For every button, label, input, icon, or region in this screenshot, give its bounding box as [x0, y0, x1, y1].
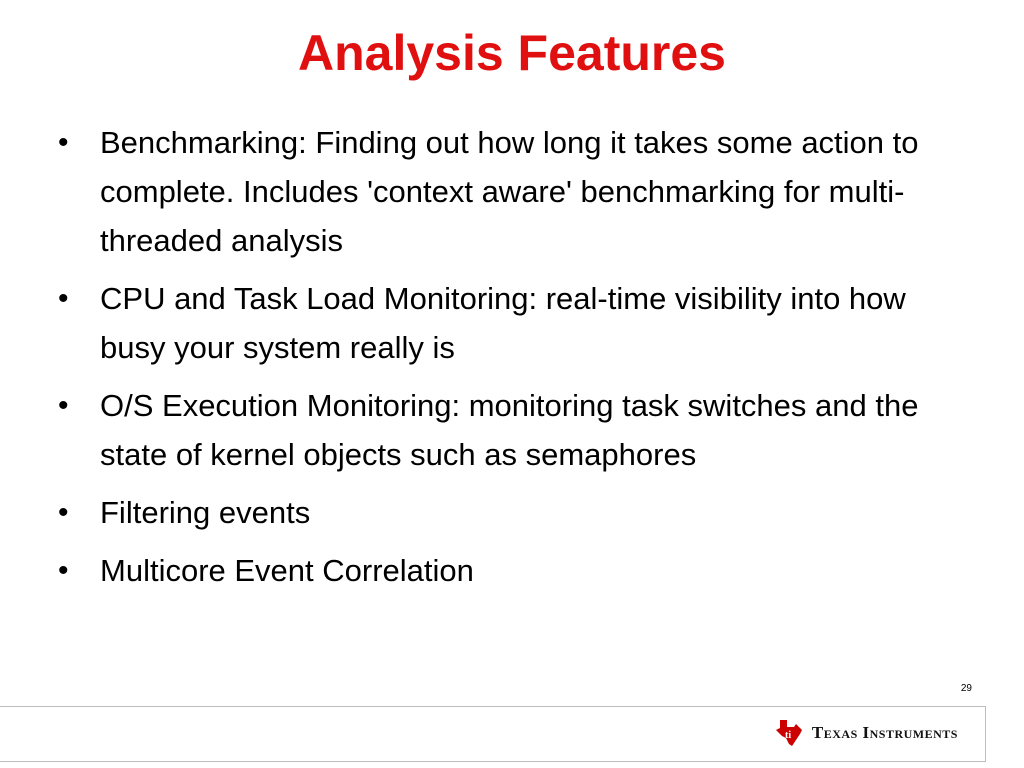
bullet-item	[56, 118, 976, 265]
texas-instruments-logo	[774, 718, 958, 748]
svg-text:ti: ti	[784, 730, 792, 741]
bullet-text: CPU and Task Load Monitoring: real-time visibility into how busy your system really is	[100, 281, 906, 365]
bullet-glyph: •	[58, 282, 69, 315]
page-number: 29	[960, 683, 972, 694]
logo-wordmark: Texas Instruments	[811, 723, 958, 742]
bullet-text: Multicore Event Correlation	[100, 553, 474, 588]
bullet-glyph: •	[58, 496, 69, 529]
texas-state-icon	[774, 718, 804, 748]
bullet-text: O/S Execution Monitoring: monitoring task switches and the state of kernel objects such as semaphores	[100, 388, 919, 472]
bullet-glyph: •	[58, 389, 69, 422]
bullet-glyph: •	[58, 554, 69, 587]
bullet-list	[56, 118, 976, 604]
bullet-item	[56, 546, 976, 595]
bullet-item	[56, 381, 976, 479]
bullet-text: Filtering events	[100, 495, 311, 530]
bullet-glyph: •	[58, 126, 69, 159]
bullet-item	[56, 488, 976, 537]
slide-title: Analysis Features	[298, 25, 726, 81]
bullet-item	[56, 274, 976, 372]
bullet-text: Benchmarking: Finding out how long it takes some action to complete. Includes 'context aware' benchmarking for multi-threaded analysis	[100, 125, 919, 258]
